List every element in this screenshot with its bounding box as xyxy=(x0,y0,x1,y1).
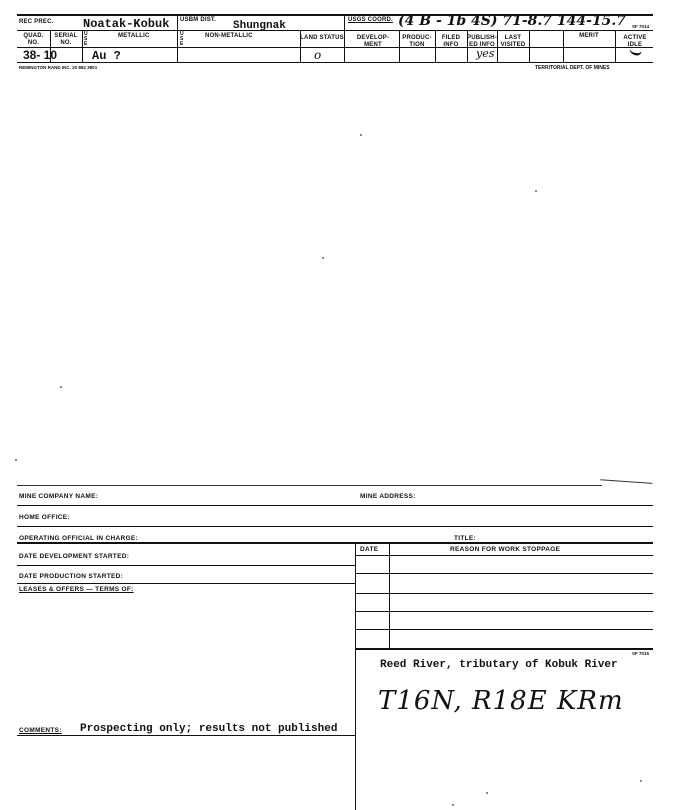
vline-usgs xyxy=(344,14,345,62)
col-use-metallic: U S E xyxy=(84,31,88,47)
col-use-nonmetallic: U S E xyxy=(180,31,184,47)
leases-label: LEASES & OFFERS — TERMS OF: xyxy=(19,586,134,593)
col-production: PRODUC-TION xyxy=(402,35,432,48)
comments-value: Prospecting only; results not published xyxy=(80,723,338,735)
rec-prec-label: REC PREC. xyxy=(19,19,54,25)
form-number-bottom: SF 7015 xyxy=(632,651,650,656)
line-table-header xyxy=(355,555,653,556)
scan-speck xyxy=(486,792,488,794)
operating-official-label: OPERATING OFFICIAL IN CHARGE: xyxy=(19,535,138,542)
col-filed: FILED INFO xyxy=(441,35,461,48)
scan-speck xyxy=(15,459,17,461)
usgs-coord-label: USGS COORD. xyxy=(348,17,393,23)
published-value: yes xyxy=(476,47,495,60)
col-quad: QUAD. NO. xyxy=(23,33,44,46)
mine-address-label: MINE ADDRESS: xyxy=(360,493,416,500)
location-note: Reed River, tributary of Kobuk River xyxy=(380,659,618,671)
col-merit: MERIT xyxy=(579,33,599,39)
title-label: TITLE: xyxy=(454,535,477,542)
date-label: DATE xyxy=(360,546,379,553)
usbm-dist-label: USBM DIST. xyxy=(180,17,217,23)
col-metallic: METALLIC xyxy=(118,33,150,39)
scan-speck xyxy=(640,780,642,782)
line-home-office xyxy=(17,526,653,527)
handwritten-location: T16N, R18E KRm xyxy=(378,686,624,716)
line-date-prod xyxy=(17,583,355,584)
vline-table-left xyxy=(355,542,356,810)
mine-company-label: MINE COMPANY NAME: xyxy=(19,493,99,500)
line-table-row1 xyxy=(355,573,653,574)
vline-production xyxy=(435,30,436,62)
usbm-dist-value: Shungnak xyxy=(233,20,286,32)
col-active-idle: ACTIVE IDLE xyxy=(623,35,647,48)
line-date-dev xyxy=(17,565,355,566)
line-company xyxy=(17,505,653,506)
scan-speck xyxy=(535,190,537,192)
scan-speck xyxy=(322,257,324,259)
col-last-visited: LAST VISITED xyxy=(500,35,526,48)
column-header-divider xyxy=(17,47,653,48)
line-table-row3 xyxy=(355,611,653,612)
vline-active xyxy=(615,30,616,62)
curled-edge xyxy=(600,479,653,492)
vline-usbm xyxy=(177,14,178,62)
vline-published xyxy=(497,30,498,62)
line-comments xyxy=(17,735,355,736)
vline-last xyxy=(529,30,530,62)
form-number-top: SF 7014 xyxy=(632,24,650,29)
col-land-status: LAND STATUS xyxy=(300,35,344,41)
scan-speck xyxy=(452,804,454,806)
vline-serial xyxy=(82,30,83,62)
scan-speck xyxy=(360,134,362,136)
col-nonmetallic: NON-METALLIC xyxy=(205,33,253,39)
vline-date xyxy=(389,542,390,650)
col-published: PUBLISH-ED INFO xyxy=(467,35,497,48)
home-office-label: HOME OFFICE: xyxy=(19,514,70,521)
footer-right: TERRITORIAL DEPT. OF MINES xyxy=(535,65,610,71)
active-idle-value: ) xyxy=(627,50,643,57)
col-serial: SERIAL NO. xyxy=(54,33,78,46)
footer-left: REMINGTON RAND INC. 20 882 3801 xyxy=(19,65,98,70)
comments-label: COMMENTS: xyxy=(19,727,62,734)
date-development-label: DATE DEVELOPMENT STARTED: xyxy=(19,553,130,560)
reason-label: REASON FOR WORK STOPPAGE xyxy=(450,546,561,553)
quad-serial-value: 38- 10 xyxy=(23,48,58,62)
line-table-row2 xyxy=(355,593,653,594)
line-table-bottom xyxy=(355,648,653,650)
line-table-row4 xyxy=(355,629,653,630)
scan-speck xyxy=(60,386,62,388)
rec-prec-value: Noatak-Kobuk xyxy=(83,17,170,31)
date-production-label: DATE PRODUCTION STARTED: xyxy=(19,573,124,580)
col-develop: DEVELOP-MENT xyxy=(356,35,390,48)
land-status-value: o xyxy=(314,48,322,62)
usgs-coord-value: (4 B - 1b 4S) 71-8.7 144-15.7 xyxy=(398,13,627,29)
metallic-value: Au ? xyxy=(92,49,121,63)
top-edge-line xyxy=(17,485,602,486)
line-official xyxy=(17,542,653,544)
